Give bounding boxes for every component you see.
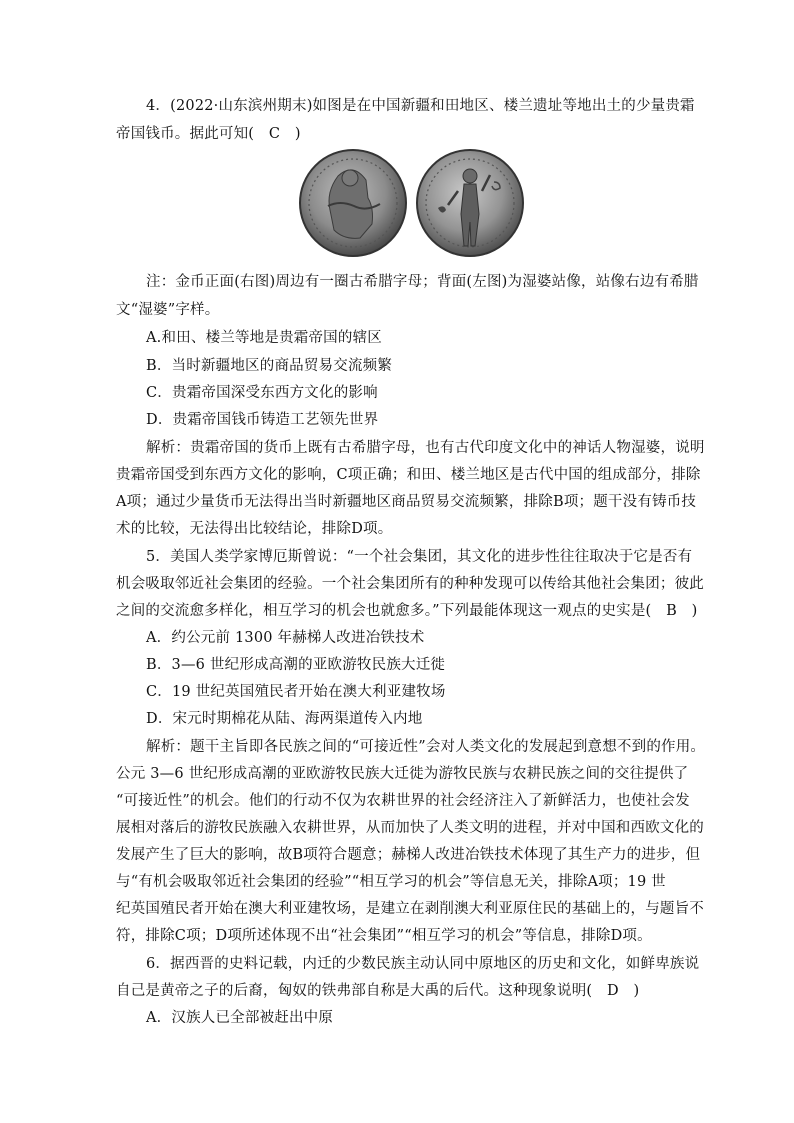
- q4-stem-line-1: 4．(2022·山东滨州期末)如图是在中国新疆和田地区、楼兰遗址等地出土的少量贵霜: [146, 98, 695, 114]
- coin-right: [417, 150, 523, 256]
- q6-option-a: A．汉族人已全部被赶出中原: [146, 1010, 334, 1026]
- q5-analysis-line-2: 公元 3—6 世纪形成高潮的亚欧游牧民族大迁徙为游牧民族与农耕民族之间的交往提供了: [116, 766, 689, 782]
- q5-analysis-line-1: 解析：题干主旨即各民族之间的“可接近性”会对人类文化的发展起到意想不到的作用。: [146, 739, 706, 755]
- q4-analysis-line-2: 贵霜帝国受到东西方文化的影响，C项正确；和田、楼兰地区是古代中国的组成部分，排除: [116, 467, 701, 483]
- kushan-coins-image: [298, 146, 526, 260]
- q5-analysis-line-8: 符，排除C项；D项所述体现不出“社会集团”“相互学习的机会”等信息，排除D项。: [116, 928, 652, 944]
- coin-left: [300, 150, 406, 256]
- q5-option-b: B．3—6 世纪形成高潮的亚欧游牧民族大迁徙: [146, 657, 446, 673]
- q5-stem-line-3: 之间的交流愈多样化，相互学习的机会也就愈多。”下列最能体现这一观点的史实是( B ): [116, 603, 698, 619]
- q5-analysis-line-4: 展相对落后的游牧民族融入农耕世界，从而加快了人类文明的进程，并对中国和西欧文化的: [116, 820, 704, 836]
- q5-stem-line-2: 机会吸取邻近社会集团的经验。一个社会集团所有的种种发现可以传给其他社会集团；彼此: [116, 576, 704, 592]
- q5-option-d: D．宋元时期棉花从陆、海两渠道传入内地: [146, 711, 423, 727]
- q4-option-b: B．当时新疆地区的商品贸易交流频繁: [146, 358, 393, 374]
- q6-stem-line-1: 6．据西晋的史料记载，内迁的少数民族主动认同中原地区的历史和文化，如鲜卑族说: [146, 956, 700, 972]
- q4-analysis-line-3: A项；通过少量货币无法得出当时新疆地区商品贸易交流频繁，排除B项；题干没有铸币技: [116, 494, 697, 510]
- q5-analysis-line-6: 与“有机会吸取邻近社会集团的经验”“相互学习的机会”等信息无关，排除A项；19 世: [116, 874, 666, 890]
- q5-analysis-line-7: 纪英国殖民者开始在澳大利亚建牧场，是建立在剥削澳大利亚原住民的基础上的，与题旨不: [116, 901, 704, 917]
- q4-option-a: A.和田、楼兰等地是贵霜帝国的辖区: [146, 330, 382, 346]
- q5-option-c: C．19 世纪英国殖民者开始在澳大利亚建牧场: [146, 684, 446, 700]
- q6-stem-line-2: 自己是黄帝之子的后裔，匈奴的铁弗部自称是大禹的后代。这种现象说明( D ): [116, 983, 640, 999]
- q4-stem-line-2: 帝国钱币。据此可知( C ): [116, 126, 301, 142]
- q4-note-line-1: 注：金币正面(右图)周边有一圈古希腊字母；背面(左图)为湿婆站像，站像右边有希腊: [146, 274, 699, 290]
- q5-analysis-line-5: 发展产生了巨大的影响，故B项符合题意；赫梯人改进冶铁技术体现了其生产力的进步，但: [116, 847, 701, 863]
- q5-analysis-line-3: “可接近性”的机会。他们的行动不仅为农耕世界的社会经济注入了新鲜活力，也使社会发: [116, 793, 690, 809]
- q4-analysis-line-1: 解析：贵霜帝国的货币上既有古希腊字母，也有古代印度文化中的神话人物湿婆，说明: [146, 440, 705, 456]
- q4-option-c: C．贵霜帝国深受东西方文化的影响: [146, 385, 378, 401]
- q4-note-line-2: 文“湿婆”字样。: [116, 302, 220, 318]
- q4-analysis-line-4: 术的比较，无法得出比较结论，排除D项。: [116, 521, 393, 537]
- q5-stem-line-1: 5．美国人类学家博厄斯曾说：“一个社会集团，其文化的进步性往往取决于它是否有: [146, 549, 693, 565]
- q5-option-a: A．约公元前 1300 年赫梯人改进冶铁技术: [146, 630, 425, 646]
- q4-option-d: D．贵霜帝国钱币铸造工艺领先世界: [146, 412, 379, 428]
